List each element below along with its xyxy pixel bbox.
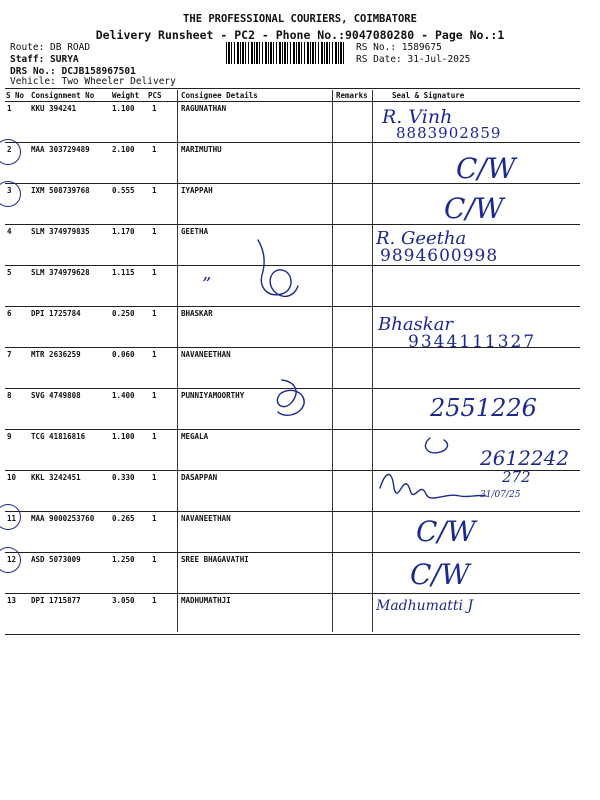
- cell-sno: 2: [7, 145, 12, 154]
- column-divider: [332, 90, 333, 632]
- cell-sno: 13: [7, 596, 17, 605]
- col-header-weight: Weight: [112, 91, 140, 100]
- cell-weight: 0.060: [112, 350, 135, 359]
- col-header-seal-signature: Seal & Signature: [392, 91, 465, 100]
- scribble-signature: [277, 380, 304, 415]
- cell-consignee: NAVANEETHAN: [181, 514, 231, 523]
- cell-sno: 1: [7, 104, 12, 113]
- date-row10: 31/07/25: [480, 490, 521, 500]
- route-label: Route: DB ROAD: [10, 42, 91, 53]
- cell-sno: 11: [7, 514, 17, 523]
- cell-weight: 1.170: [112, 227, 135, 236]
- cell-consignment-no: MTR 2636259: [31, 350, 81, 359]
- signature-row1: R. Vinh: [382, 106, 453, 128]
- cell-consignee: IYAPPAH: [181, 186, 213, 195]
- row-divider: [5, 306, 580, 307]
- cell-consignee: GEETHA: [181, 227, 209, 236]
- cell-consignment-no: SLM 374979835: [31, 227, 90, 236]
- cell-weight: 1.115: [112, 268, 135, 277]
- col-header-sno: S No: [6, 91, 25, 100]
- cell-consignee: DASAPPAN: [181, 473, 218, 482]
- cell-consignment-no: SVG 4749808: [31, 391, 81, 400]
- cw-row12: C/W: [410, 558, 470, 591]
- table-top-border: [5, 88, 580, 89]
- signature-row6: Bhaskar: [378, 314, 454, 335]
- cell-consignment-no: ASD 5073009: [31, 555, 81, 564]
- number-row10: 272: [502, 468, 531, 486]
- row-divider: [5, 593, 580, 594]
- company-title: THE PROFESSIONAL COURIERS, COIMBATORE: [183, 13, 417, 25]
- cell-sno: 6: [7, 309, 12, 318]
- staff-label: Staff: SURYA: [10, 54, 79, 65]
- row-divider: [5, 511, 580, 512]
- cell-weight: 2.100: [112, 145, 135, 154]
- circled-mark: [0, 504, 21, 530]
- row-divider: [5, 429, 580, 430]
- cell-sno: 4: [7, 227, 12, 236]
- cw-row11: C/W: [416, 515, 476, 548]
- scribble-signature: [258, 240, 298, 296]
- cell-pcs: 1: [152, 186, 157, 195]
- cell-weight: 0.555: [112, 186, 135, 195]
- scribble-signature: [425, 438, 447, 453]
- cell-pcs: 1: [152, 514, 157, 523]
- header-bottom-border: [5, 101, 580, 102]
- cell-consignment-no: KKU 394241: [31, 104, 77, 113]
- signature-row4: R. Geetha: [376, 228, 467, 249]
- cell-weight: 3.050: [112, 596, 135, 605]
- cell-pcs: 1: [152, 145, 157, 154]
- cell-weight: 1.250: [112, 555, 135, 564]
- cell-consignment-no: KKL 3242451: [31, 473, 81, 482]
- cell-consignment-no: SLM 374979628: [31, 268, 90, 277]
- cell-consignee: BHASKAR: [181, 309, 213, 318]
- circled-mark: [0, 181, 21, 207]
- col-header-remarks: Remarks: [336, 91, 368, 100]
- cell-pcs: 1: [152, 227, 157, 236]
- cell-sno: 5: [7, 268, 12, 277]
- cell-pcs: 1: [152, 104, 157, 113]
- cell-weight: 1.100: [112, 104, 135, 113]
- mark-row5: ”: [202, 274, 212, 295]
- cell-sno: 8: [7, 391, 12, 400]
- cell-pcs: 1: [152, 309, 157, 318]
- number-row9: 2612242: [480, 446, 570, 470]
- column-divider: [372, 90, 373, 632]
- cell-consignee: MARIMUTHU: [181, 145, 222, 154]
- cell-consignment-no: IXM 508739768: [31, 186, 90, 195]
- phone-row6: 9344111327: [408, 332, 537, 352]
- cell-consignment-no: MAA 303729489: [31, 145, 90, 154]
- phone-row4: 9894600998: [380, 246, 499, 266]
- scribble-signature: [380, 475, 486, 499]
- cell-consignment-no: DPI 1715877: [31, 596, 81, 605]
- cell-sno: 7: [7, 350, 12, 359]
- cell-consignee: SREE BHAGAVATHI: [181, 555, 249, 564]
- cell-weight: 1.400: [112, 391, 135, 400]
- cell-pcs: 1: [152, 432, 157, 441]
- cell-weight: 0.265: [112, 514, 135, 523]
- signature-row13: Madhumatti J: [376, 598, 474, 614]
- cell-consignee: RAGUNATHAN: [181, 104, 227, 113]
- cell-sno: 10: [7, 473, 17, 482]
- cell-consignment-no: TCG 41816816: [31, 432, 86, 441]
- cw-row3: C/W: [444, 192, 504, 225]
- cell-consignment-no: MAA 9000253760: [31, 514, 95, 523]
- circled-mark: [0, 139, 21, 165]
- circled-mark: [0, 547, 21, 573]
- cw-row2: C/W: [456, 152, 516, 185]
- cell-weight: 0.330: [112, 473, 135, 482]
- cell-consignee: NAVANEETHAN: [181, 350, 231, 359]
- barcode: [226, 42, 344, 64]
- cell-sno: 9: [7, 432, 12, 441]
- phone-row1: 8883902859: [396, 124, 502, 142]
- col-header-consignee: Consignee Details: [181, 91, 258, 100]
- cell-sno: 3: [7, 186, 12, 195]
- drs-number: DRS No.: DCJB158967501: [10, 66, 136, 77]
- cell-consignee: MADHUMATHJI: [181, 596, 231, 605]
- cell-pcs: 1: [152, 268, 157, 277]
- row-divider: [5, 388, 580, 389]
- cell-pcs: 1: [152, 473, 157, 482]
- rs-date: RS Date: 31-Jul-2025: [356, 54, 471, 65]
- cell-pcs: 1: [152, 596, 157, 605]
- cell-weight: 1.100: [112, 432, 135, 441]
- cell-consignee: PUNNIYAMOORTHY: [181, 391, 245, 400]
- cell-pcs: 1: [152, 555, 157, 564]
- row-divider: [5, 142, 580, 143]
- col-header-consignment: Consignment No: [31, 91, 95, 100]
- row-divider: [5, 634, 580, 635]
- rs-number: RS No.: 1589675: [356, 42, 442, 53]
- row-divider: [5, 470, 580, 471]
- number-row8: 2551226: [430, 394, 537, 422]
- cell-consignee: MEGALA: [181, 432, 209, 441]
- cell-sno: 12: [7, 555, 17, 564]
- vehicle-label: Vehicle: Two Wheeler Delivery: [10, 76, 176, 87]
- cell-consignment-no: DPI 1725784: [31, 309, 81, 318]
- column-divider: [177, 90, 178, 632]
- col-header-pcs: PCS: [148, 91, 162, 100]
- cell-pcs: 1: [152, 350, 157, 359]
- row-divider: [5, 552, 580, 553]
- runsheet-subtitle: Delivery Runsheet - PC2 - Phone No.:9047080280 - Page No.:1: [95, 28, 505, 42]
- cell-pcs: 1: [152, 391, 157, 400]
- cell-weight: 0.250: [112, 309, 135, 318]
